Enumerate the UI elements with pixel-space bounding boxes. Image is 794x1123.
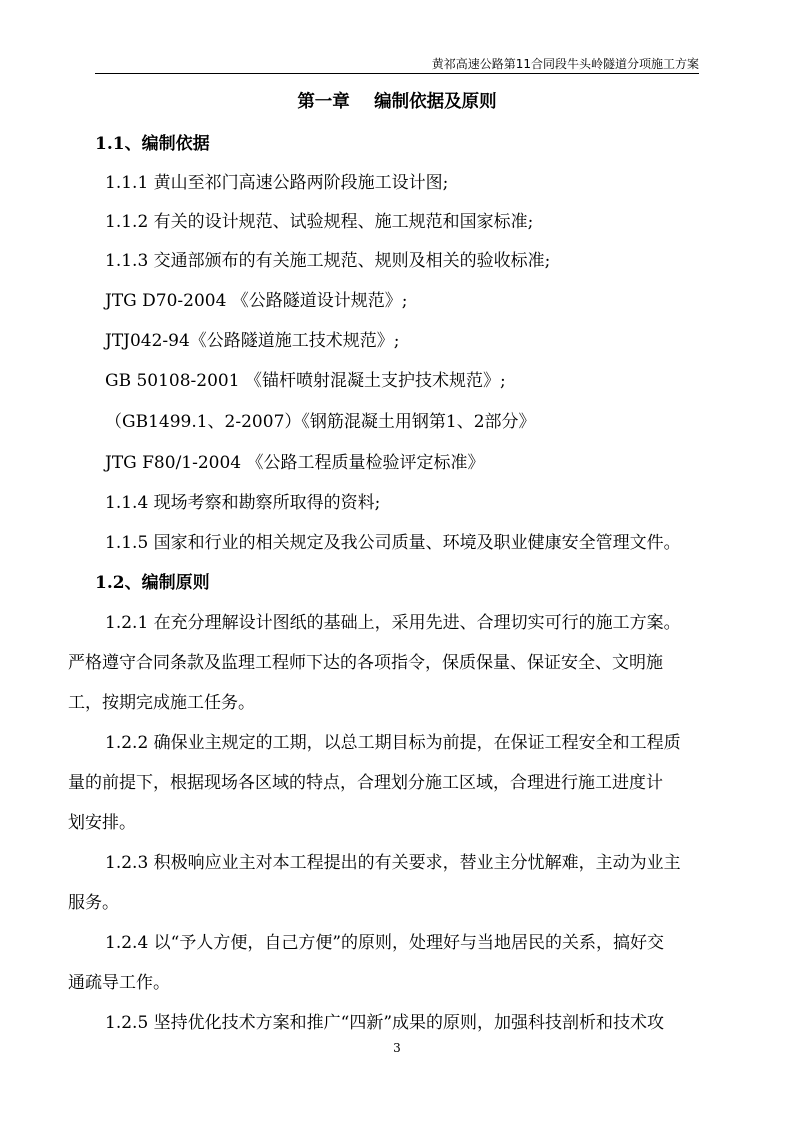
principle-line: 1.2.1 在充分理解设计图纸的基础上，采用先进、合理切实可行的施工方案。 — [105, 613, 681, 633]
section-heading-basis: 1.1、编制依据 — [95, 134, 210, 154]
basis-item: （GB1499.1、2-2007）《钢筋混凝土用钢第1、2部分》 — [105, 412, 536, 432]
basis-item: 1.1.1 黄山至祁门高速公路两阶段施工设计图; — [105, 173, 449, 193]
principle-line: 1.2.5 坚持优化技术方案和推广“四新”成果的原则，加强科技剖析和技术攻 — [105, 1013, 665, 1033]
principle-line: 划安排。 — [68, 813, 136, 833]
section-heading-principles: 1.2、编制原则 — [95, 573, 210, 593]
basis-item: JTJ042-94《公路隧道施工技术规范》; — [105, 331, 400, 351]
basis-item: 1.1.2 有关的设计规范、试验规程、施工规范和国家标准; — [105, 212, 534, 232]
basis-item: GB 50108-2001 《锚杆喷射混凝土支护技术规范》; — [105, 371, 506, 391]
chapter-title: 第一章 编制依据及原则 — [297, 92, 497, 112]
basis-item: JTG D70-2004 《公路隧道设计规范》; — [105, 291, 408, 311]
principle-line: 工，按期完成施工任务。 — [68, 693, 255, 713]
basis-item: 1.1.5 国家和行业的相关规定及我公司质量、环境及职业健康安全管理文件。 — [105, 533, 681, 553]
principle-line: 服务。 — [68, 893, 119, 913]
principle-line: 量的前提下，根据现场各区域的特点，合理划分施工区域，合理进行施工进度计 — [68, 773, 663, 793]
basis-item: 1.1.3 交通部颁布的有关施工规范、规则及相关的验收标准; — [105, 251, 551, 271]
basis-item: JTG F80/1-2004 《公路工程质量检验评定标准》 — [105, 453, 485, 473]
principle-line: 1.2.2 确保业主规定的工期，以总工期目标为前提，在保证工程安全和工程质 — [105, 733, 681, 753]
page-number: 3 — [393, 1041, 401, 1055]
principle-line: 1.2.4 以“予人方便，自己方便”的原则，处理好与当地居民的关系，搞好交 — [105, 933, 665, 953]
page-header: 黄祁高速公路第11合同段牛头岭隧道分项施工方案 — [95, 56, 699, 74]
principle-line: 1.2.3 积极响应业主对本工程提出的有关要求，替业主分忧解难，主动为业主 — [105, 853, 681, 873]
principle-line: 严格遵守合同条款及监理工程师下达的各项指令，保质保量、保证安全、文明施 — [68, 653, 663, 673]
basis-item: 1.1.4 现场考察和勘察所取得的资料; — [105, 493, 381, 513]
principle-line: 通疏导工作。 — [68, 973, 170, 993]
